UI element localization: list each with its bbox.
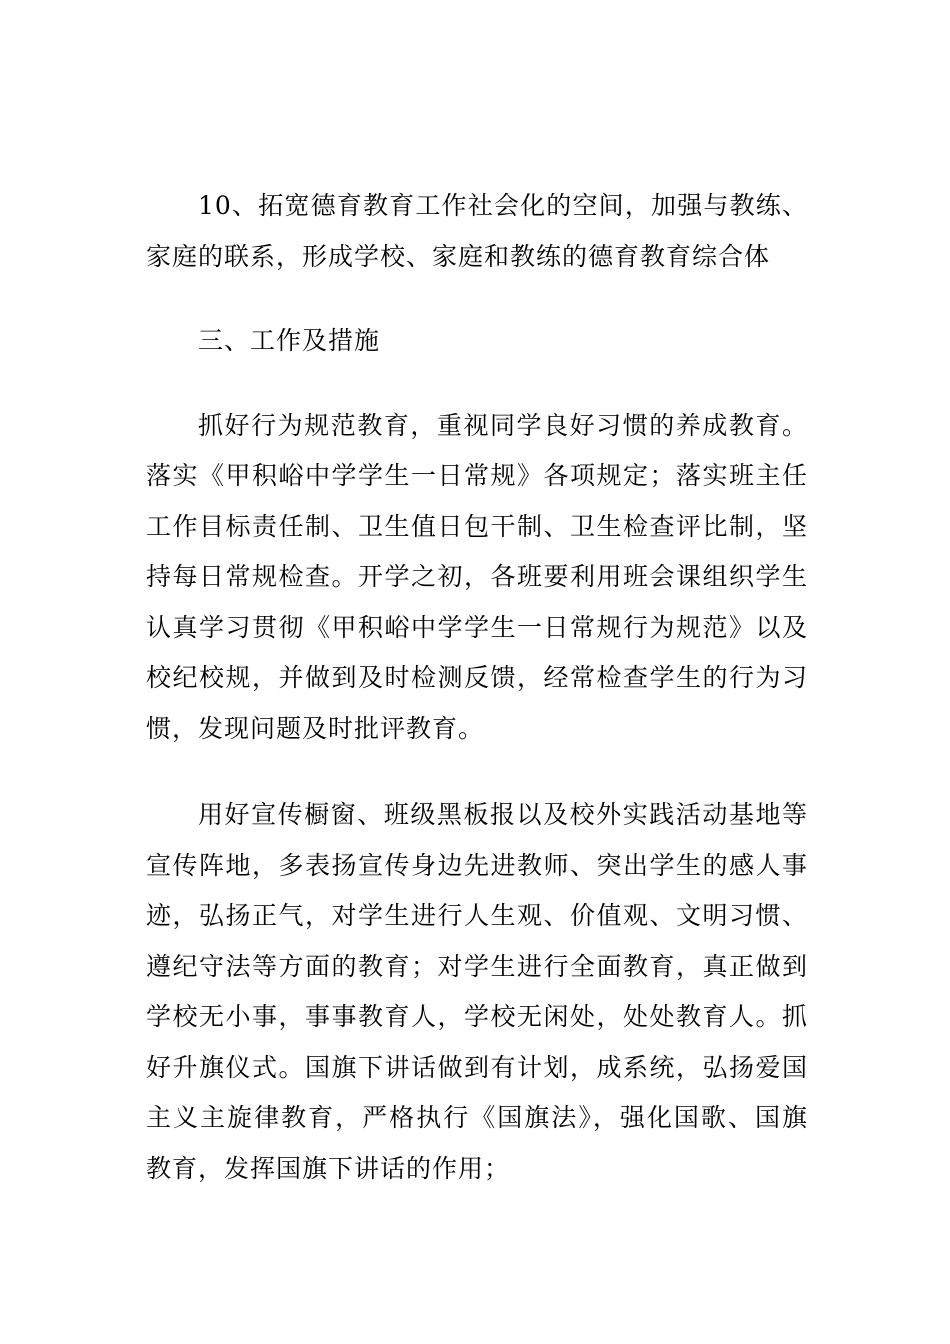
text-line: 家庭的联系，形成学校、家庭和教练的德育教育综合体 [146, 241, 771, 271]
document-page [146, 181, 808, 1194]
text-line: 教育，发挥国旗下讲话的作用； [146, 1153, 511, 1183]
text-line: 好升旗仪式。国旗下讲话做到有计划，成系统，弘扬爱国 [146, 1052, 808, 1082]
text-line: 学校无小事，事事教育人，学校无闲处，处处教育人。抓 [146, 1002, 808, 1031]
text-line: 抓好行为规范教育，重视同学良好习惯的养成教育。 [198, 410, 808, 440]
text-line: 遵纪守法等方面的教育；对学生进行全面教育，真正做到 [146, 951, 808, 981]
text-line: 落实《甲积峪中学学生一日常规》各项规定；落实班主任 [146, 461, 808, 490]
paragraph-behavior-norms [146, 401, 808, 755]
paragraph-social-cooperation [146, 181, 808, 282]
text-line: 惯，发现问题及时批评教育。 [146, 713, 485, 743]
text-line: 用好宣传橱窗、班级黑板报以及校外实践活动基地等 [198, 800, 808, 829]
text-line: 持每日常规检查。开学之初，各班要利用班会课组织学生 [146, 562, 808, 591]
text-line: 迹，弘扬正气，对学生进行人生观、价值观、文明习惯、 [146, 901, 808, 930]
section-heading [146, 316, 808, 367]
text-line: 宣传阵地，多表扬宣传身边先进教师、突出学生的感人事 [146, 850, 808, 880]
heading-text: 三、工作及措施 [198, 326, 381, 355]
text-line: 工作目标责任制、卫生值日包干制、卫生检查评比制，坚 [146, 511, 808, 541]
text-line: 认真学习贯彻《甲积峪中学学生一日常规行为规范》以及 [146, 612, 808, 642]
text-line: 校纪校规，并做到及时检测反馈，经常检查学生的行为习 [146, 663, 808, 692]
paragraph-publicity [146, 790, 808, 1194]
text-line: 主义主旋律教育，严格执行《国旗法》，强化国歌、国旗 [146, 1103, 808, 1132]
text-line: 10、拓宽德育教育工作社会化的空间，加强与教练、 [198, 191, 808, 220]
